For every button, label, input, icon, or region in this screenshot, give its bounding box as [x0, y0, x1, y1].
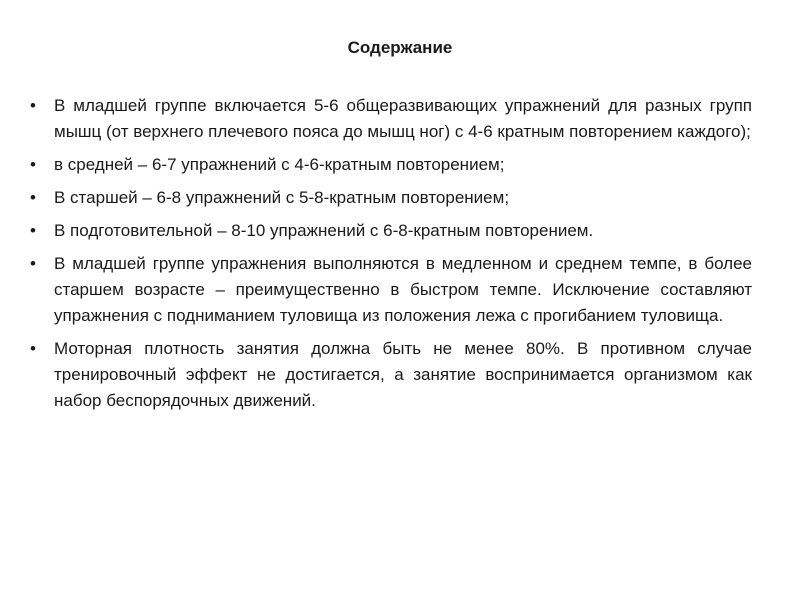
- slide-title: Содержание: [347, 38, 453, 57]
- list-item: [30, 185, 752, 211]
- list-item-text: в средней – 6-7 упражнений с 4-6-кратным повторением;: [54, 155, 505, 174]
- list-item-text: В младшей группе упражнения выполняются в медленном и среднем темпе, в более старшем возрасте – преимущественно в быстром темпе. Исключение составляют упражнения с подниманием туловища из положения лежа с прогибанием туловища.: [54, 254, 752, 325]
- list-item-text: В подготовительной – 8-10 упражнений с 6-8-кратным повторением.: [54, 221, 594, 240]
- bullet-icon: •: [30, 221, 36, 240]
- bullet-icon: •: [30, 155, 36, 174]
- bullet-icon: •: [30, 96, 36, 115]
- bullet-icon: •: [30, 339, 36, 358]
- list-item: [30, 218, 752, 244]
- list-item: [30, 336, 752, 414]
- list-item-text: В старшей – 6-8 упражнений с 5-8-кратным повторением;: [54, 188, 510, 207]
- bullet-icon: •: [30, 254, 36, 273]
- list-item: [30, 251, 752, 329]
- list-item-text: В младшей группе включается 5-6 общеразвивающих упражнений для разных групп мышц (от верхнего плечевого пояса до мышц ног) с 4-6 кратным повторением каждого);: [54, 96, 752, 141]
- list-item-text: Моторная плотность занятия должна быть не менее 80%. В противном случае тренировочный эффект не достигается, а занятие воспринимается организмом как набор беспорядочных движений.: [54, 339, 752, 410]
- list-item: [30, 152, 752, 178]
- bullet-list: [30, 93, 752, 421]
- bullet-icon: •: [30, 188, 36, 207]
- list-item: [30, 93, 752, 145]
